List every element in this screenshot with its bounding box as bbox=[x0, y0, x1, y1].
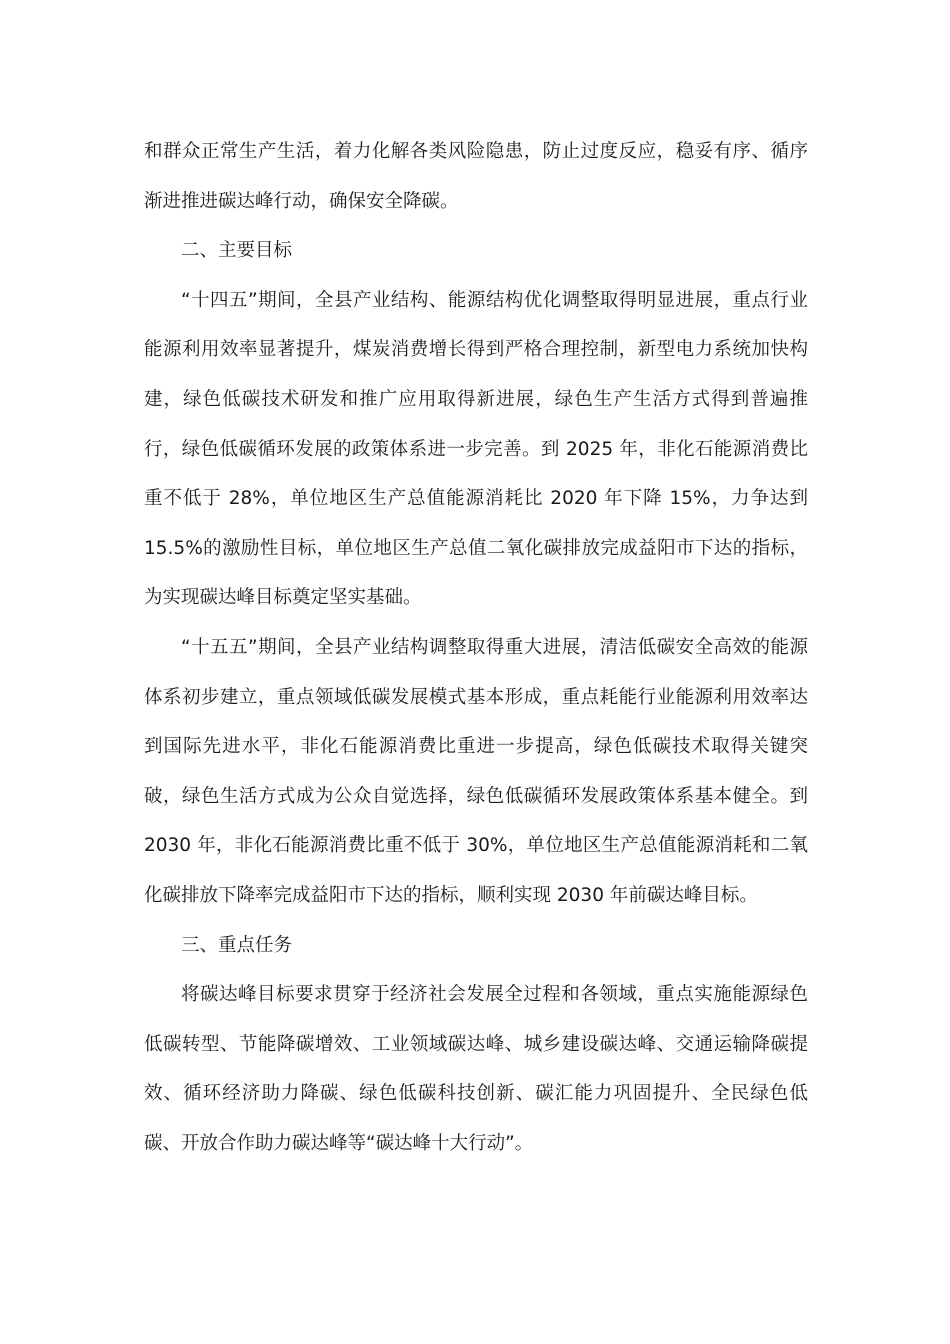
section-heading-main-goals: 二、主要目标 bbox=[181, 240, 293, 262]
document-body bbox=[144, 127, 808, 1168]
paragraph-14th-five-year-plan: “十四五”期间，全县产业结构、能源结构优化调整取得明显进展，重点行业能源利用效率显著提升，煤炭消费增长得到严格合理控制，新型电力系统加快构建，绿色低碳技术研发和推广应用取得新进展，绿色生产生活方式得到普遍推行，绿色低碳循环发展的政策体系进一步完善。到 2025 年，非化石能源消费比重不低于 28%，单位地区生产总值能源消耗比 2020 年下降 15%，力争达到 15.5%的激励性目标，单位地区生产总值二氧化碳排放完成益阳市下达的指标，为实现碳达峰目标奠定坚实基础。 bbox=[144, 289, 808, 609]
paragraph-15th-five-year-plan: “十五五”期间，全县产业结构调整取得重大进展，清洁低碳安全高效的能源体系初步建立，重点领域低碳发展模式基本形成，重点耗能行业能源利用效率达到国际先进水平，非化石能源消费比重进一步提高，绿色低碳技术取得关键突破，绿色生活方式成为公众自觉选择，绿色低碳循环发展政策体系基本健全。到 2030 年，非化石能源消费比重不低于 30%，单位地区生产总值能源消耗和二氧化碳排放下降率完成益阳市下达的指标，顺利实现 2030 年前碳达峰目标。 bbox=[144, 636, 808, 906]
section-heading-key-tasks: 三、重点任务 bbox=[181, 934, 293, 956]
paragraph-continuation: 和群众正常生产生活，着力化解各类风险隐患，防止过度反应，稳妥有序、循序渐进推进碳达峰行动，确保安全降碳。 bbox=[144, 141, 808, 212]
paragraph-key-tasks: 将碳达峰目标要求贯穿于经济社会发展全过程和各领域，重点实施能源绿色低碳转型、节能降碳增效、工业领域碳达峰、城乡建设碳达峰、交通运输降碳提效、循环经济助力降碳、绿色低碳科技创新、碳汇能力巩固提升、全民绿色低碳、开放合作助力碳达峰等“碳达峰十大行动”。 bbox=[144, 984, 808, 1154]
